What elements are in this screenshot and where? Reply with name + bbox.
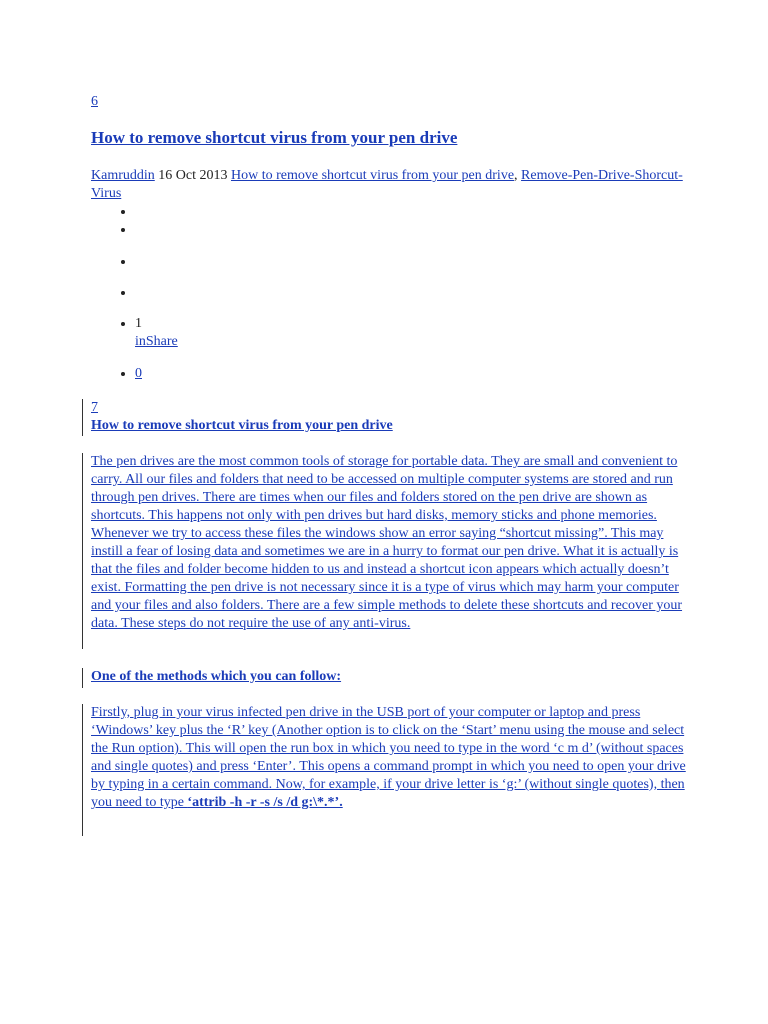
steps-paragraph[interactable]: [91, 704, 691, 812]
author-link[interactable]: Kamruddin: [91, 168, 155, 183]
quote-header: [82, 399, 393, 436]
post-meta: [91, 167, 691, 203]
quote-methods-heading: [82, 668, 341, 688]
tag-link-2[interactable]: Remove-Pen-Drive-Shorcut-Virus: [91, 168, 683, 201]
quote-number-link[interactable]: 7: [91, 400, 98, 415]
quote-paragraph-steps: [82, 704, 691, 836]
comment-count-link[interactable]: 6: [91, 94, 98, 109]
linkedin-share-count: 1: [135, 316, 142, 331]
inshare-link[interactable]: inShare: [135, 334, 178, 349]
post-date: 16 Oct 2013: [158, 168, 228, 183]
share-item-3[interactable]: [135, 253, 178, 284]
quote-title-link[interactable]: How to remove shortcut virus from your pen drive: [91, 418, 393, 433]
share-item-4[interactable]: [135, 284, 178, 315]
share-item-counter[interactable]: [135, 365, 178, 383]
attrib-command: ‘attrib -h -r -s /s /d g:\*.*’.: [187, 795, 343, 810]
quote-paragraph-intro: [82, 453, 691, 649]
share-count-link[interactable]: 0: [135, 366, 142, 381]
tag-separator: ,: [514, 168, 518, 183]
steps-text: Firstly, plug in your virus infected pen drive in the USB port of your computer or laptop and press ‘Windows’ key plus the ‘R’ key (Another option is to click on the ‘Start’ menu using the mouse and select the Run option). This will open the run box in which you need to type in the word ‘c m d’ (without spaces and single quotes) and press ‘Enter’. This opens a command prompt in which you need to open your drive by typing in a certain command. Now, for example, if your drive letter is ‘g:’ (without single quotes), then you need to type: [91, 705, 686, 810]
share-item-1[interactable]: [135, 203, 178, 221]
post-title[interactable]: [91, 128, 457, 148]
share-item-2[interactable]: [135, 221, 178, 253]
post-title-link[interactable]: How to remove shortcut virus from your pen drive: [91, 128, 458, 147]
methods-heading-link[interactable]: One of the methods which you can follow:: [91, 669, 342, 684]
intro-paragraph[interactable]: The pen drives are the most common tools of storage for portable data. They are small and convenient to carry. All our files and folders that need to be accessed on multiple computer systems are stored and run through pen drives. There are times when our files and folders stored on the pen drive are shown as shortcuts. This happens not only with pen drives but hard disks, memory sticks and phone memories. Whenever we try to access these files the windows show an error saying “shortcut missing”. This may instill a fear of losing data and sometimes we are in a hurry to format our pen drive. What it is actually is that the files and folder become hidden to us and instead a shortcut icon appears which actually doesn’t exist. Formatting the pen drive is not necessary since it is a type of virus which may harm your computer and your files and also folders. There are a few simple methods to delete these shortcuts and recover your data. These steps do not require the use of any anti-virus.: [91, 454, 683, 631]
share-buttons-list: [91, 203, 178, 383]
share-item-linkedin[interactable]: [135, 315, 178, 365]
tag-link-1[interactable]: How to remove shortcut virus from your pen drive: [230, 168, 515, 183]
